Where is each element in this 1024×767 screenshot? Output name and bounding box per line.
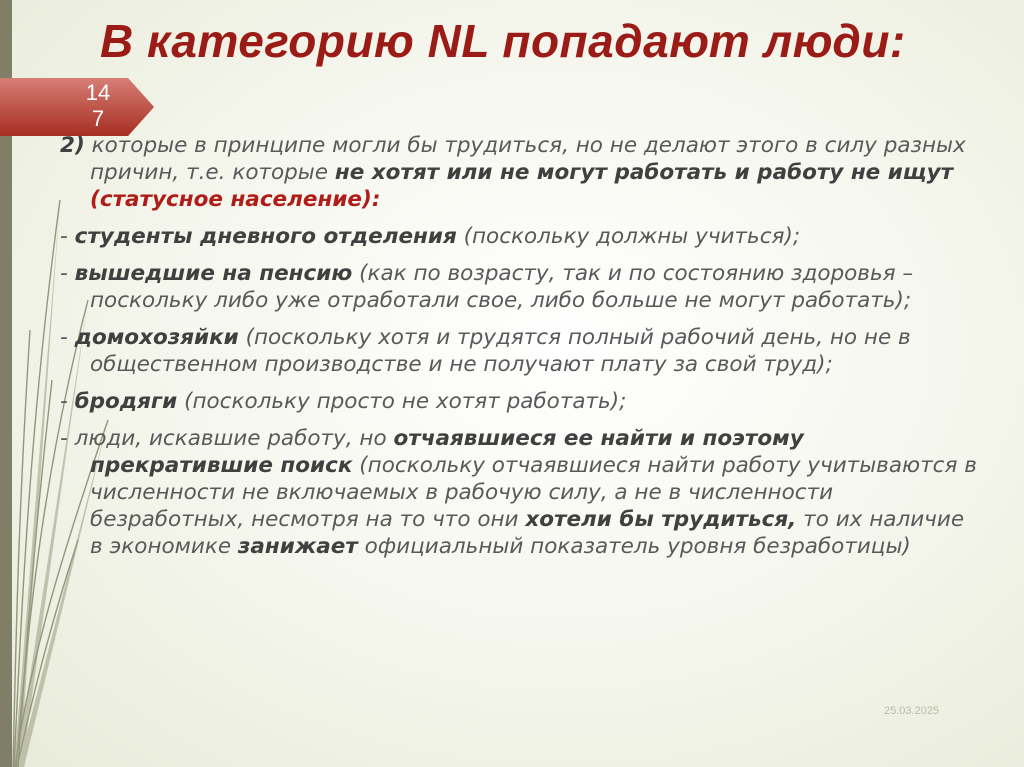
pensioners-text: (как по возрасту, так и по состоянию здоровья – поскольку либо уже отработали свое, либо больше не могут работать);	[90, 261, 914, 313]
housewives-bold: домохозяйки	[74, 325, 239, 350]
students-text: (поскольку должны учиться);	[456, 224, 801, 249]
intro-colon: :	[371, 187, 381, 212]
discouraged-bold-1: отчаявшиеся ее найти и поэтому прекратившие поиск	[90, 426, 804, 478]
discouraged-text-3: то их наличие в экономике	[90, 507, 965, 559]
vagrants-dash: -	[60, 389, 75, 414]
slide-title: В категорию NL попадают люди:	[100, 15, 906, 67]
paragraph-pensioners	[60, 260, 980, 314]
paragraph-students	[60, 223, 980, 250]
housewives-dash: -	[60, 325, 75, 350]
intro-text-1: которые в принципе могли бы трудиться, но не делают этого в силу разных причин, т.е. которые	[84, 133, 966, 185]
vagrants-text: (поскольку просто не хотят работать);	[177, 389, 627, 414]
students-dash: -	[60, 224, 75, 249]
discouraged-bold-2: хотели бы трудиться,	[525, 507, 797, 532]
intro-highlight: (статусное население)	[90, 187, 372, 212]
paragraph-housewives	[60, 324, 980, 378]
paragraph-vagrants	[60, 388, 980, 415]
slide-number-line1: 14	[85, 80, 111, 105]
vagrants-bold: бродяги	[74, 389, 178, 414]
students-bold: студенты дневного отделения	[74, 224, 457, 249]
discouraged-text-1: - люди, искавшие работу, но	[60, 426, 394, 451]
pensioners-dash: -	[60, 261, 75, 286]
discouraged-text-4: официальный показатель уровня безработицы)	[357, 534, 911, 559]
slide-number-line2: 7	[91, 106, 105, 131]
slide-date: 25.03.2025	[884, 705, 940, 717]
discouraged-text-2: (поскольку отчаявшиеся найти работу учитываются в численности не включаемых в рабочую силу, а не в численности безработных, несмотря на то что они	[90, 453, 977, 532]
paragraph-statusnoe	[60, 132, 980, 213]
pensioners-bold: вышедшие на пенсию	[74, 261, 353, 286]
slide-number	[78, 80, 118, 132]
slide-body	[60, 132, 980, 570]
paragraph-discouraged	[60, 425, 980, 560]
housewives-text: (поскольку хотя и трудятся полный рабочий день, но не в общественном производстве и не получают плату за свой труд);	[90, 325, 911, 377]
intro-bold: не хотят или не могут работать и работу не ищут	[334, 160, 954, 185]
item-number: 2)	[60, 133, 85, 158]
discouraged-bold-3: занижает	[237, 534, 358, 559]
